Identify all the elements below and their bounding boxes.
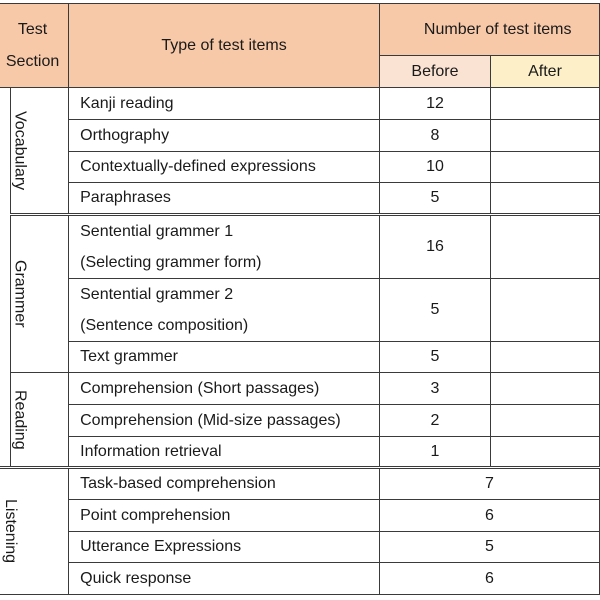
after-header: After [491, 56, 600, 88]
item-cell: Text grammer [69, 342, 380, 373]
item-cell: Quick response [69, 563, 380, 595]
item-cell: Utterance Expressions [69, 532, 380, 563]
before-count: 12 [379, 88, 490, 120]
language-knowledge-cell [0, 88, 10, 468]
before-count: 2 [379, 405, 490, 437]
type-of-test-items-header: Type of test items [69, 4, 380, 88]
item-cell: Information retrieval [69, 437, 380, 468]
item-cell: Orthography [69, 120, 380, 152]
item-cell: Sentential grammer 2 (Sentence composition) [69, 279, 380, 342]
item-cell: Sentential grammer 1 (Selecting grammer form) [69, 215, 380, 279]
combined-count: 6 [379, 500, 599, 532]
item-cell: Paraphrases [69, 183, 380, 215]
combined-count: 6 [379, 563, 599, 595]
combined-count: 5 [379, 532, 599, 563]
number-of-test-items-header: Number of test items [379, 4, 599, 56]
item-cell: Kanji reading [69, 88, 380, 120]
section-grammer: Grammer [10, 215, 68, 373]
item-cell: Comprehension (Mid-size passages) [69, 405, 380, 437]
test-section-header: Test Section [0, 4, 69, 88]
before-count: 1 [379, 437, 490, 468]
before-count: 5 [379, 279, 490, 342]
section-vocabulary: Vocabulary [10, 88, 68, 215]
before-count: 10 [379, 152, 490, 183]
before-header: Before [379, 56, 490, 88]
before-count: 8 [379, 120, 490, 152]
before-count: 3 [379, 373, 490, 405]
section-reading: Reading [10, 373, 68, 468]
item-cell: Comprehension (Short passages) [69, 373, 380, 405]
item-cell: Point comprehension [69, 500, 380, 532]
combined-count: 7 [379, 468, 599, 500]
before-count: 16 [379, 215, 490, 279]
before-count: 5 [379, 342, 490, 373]
item-cell: Contextually-defined expressions [69, 152, 380, 183]
test-items-table-container [0, 3, 600, 595]
section-listening: Listening [0, 468, 69, 595]
item-cell: Task-based comprehension [69, 468, 380, 500]
before-count: 5 [379, 183, 490, 215]
test-items-table [0, 3, 600, 595]
